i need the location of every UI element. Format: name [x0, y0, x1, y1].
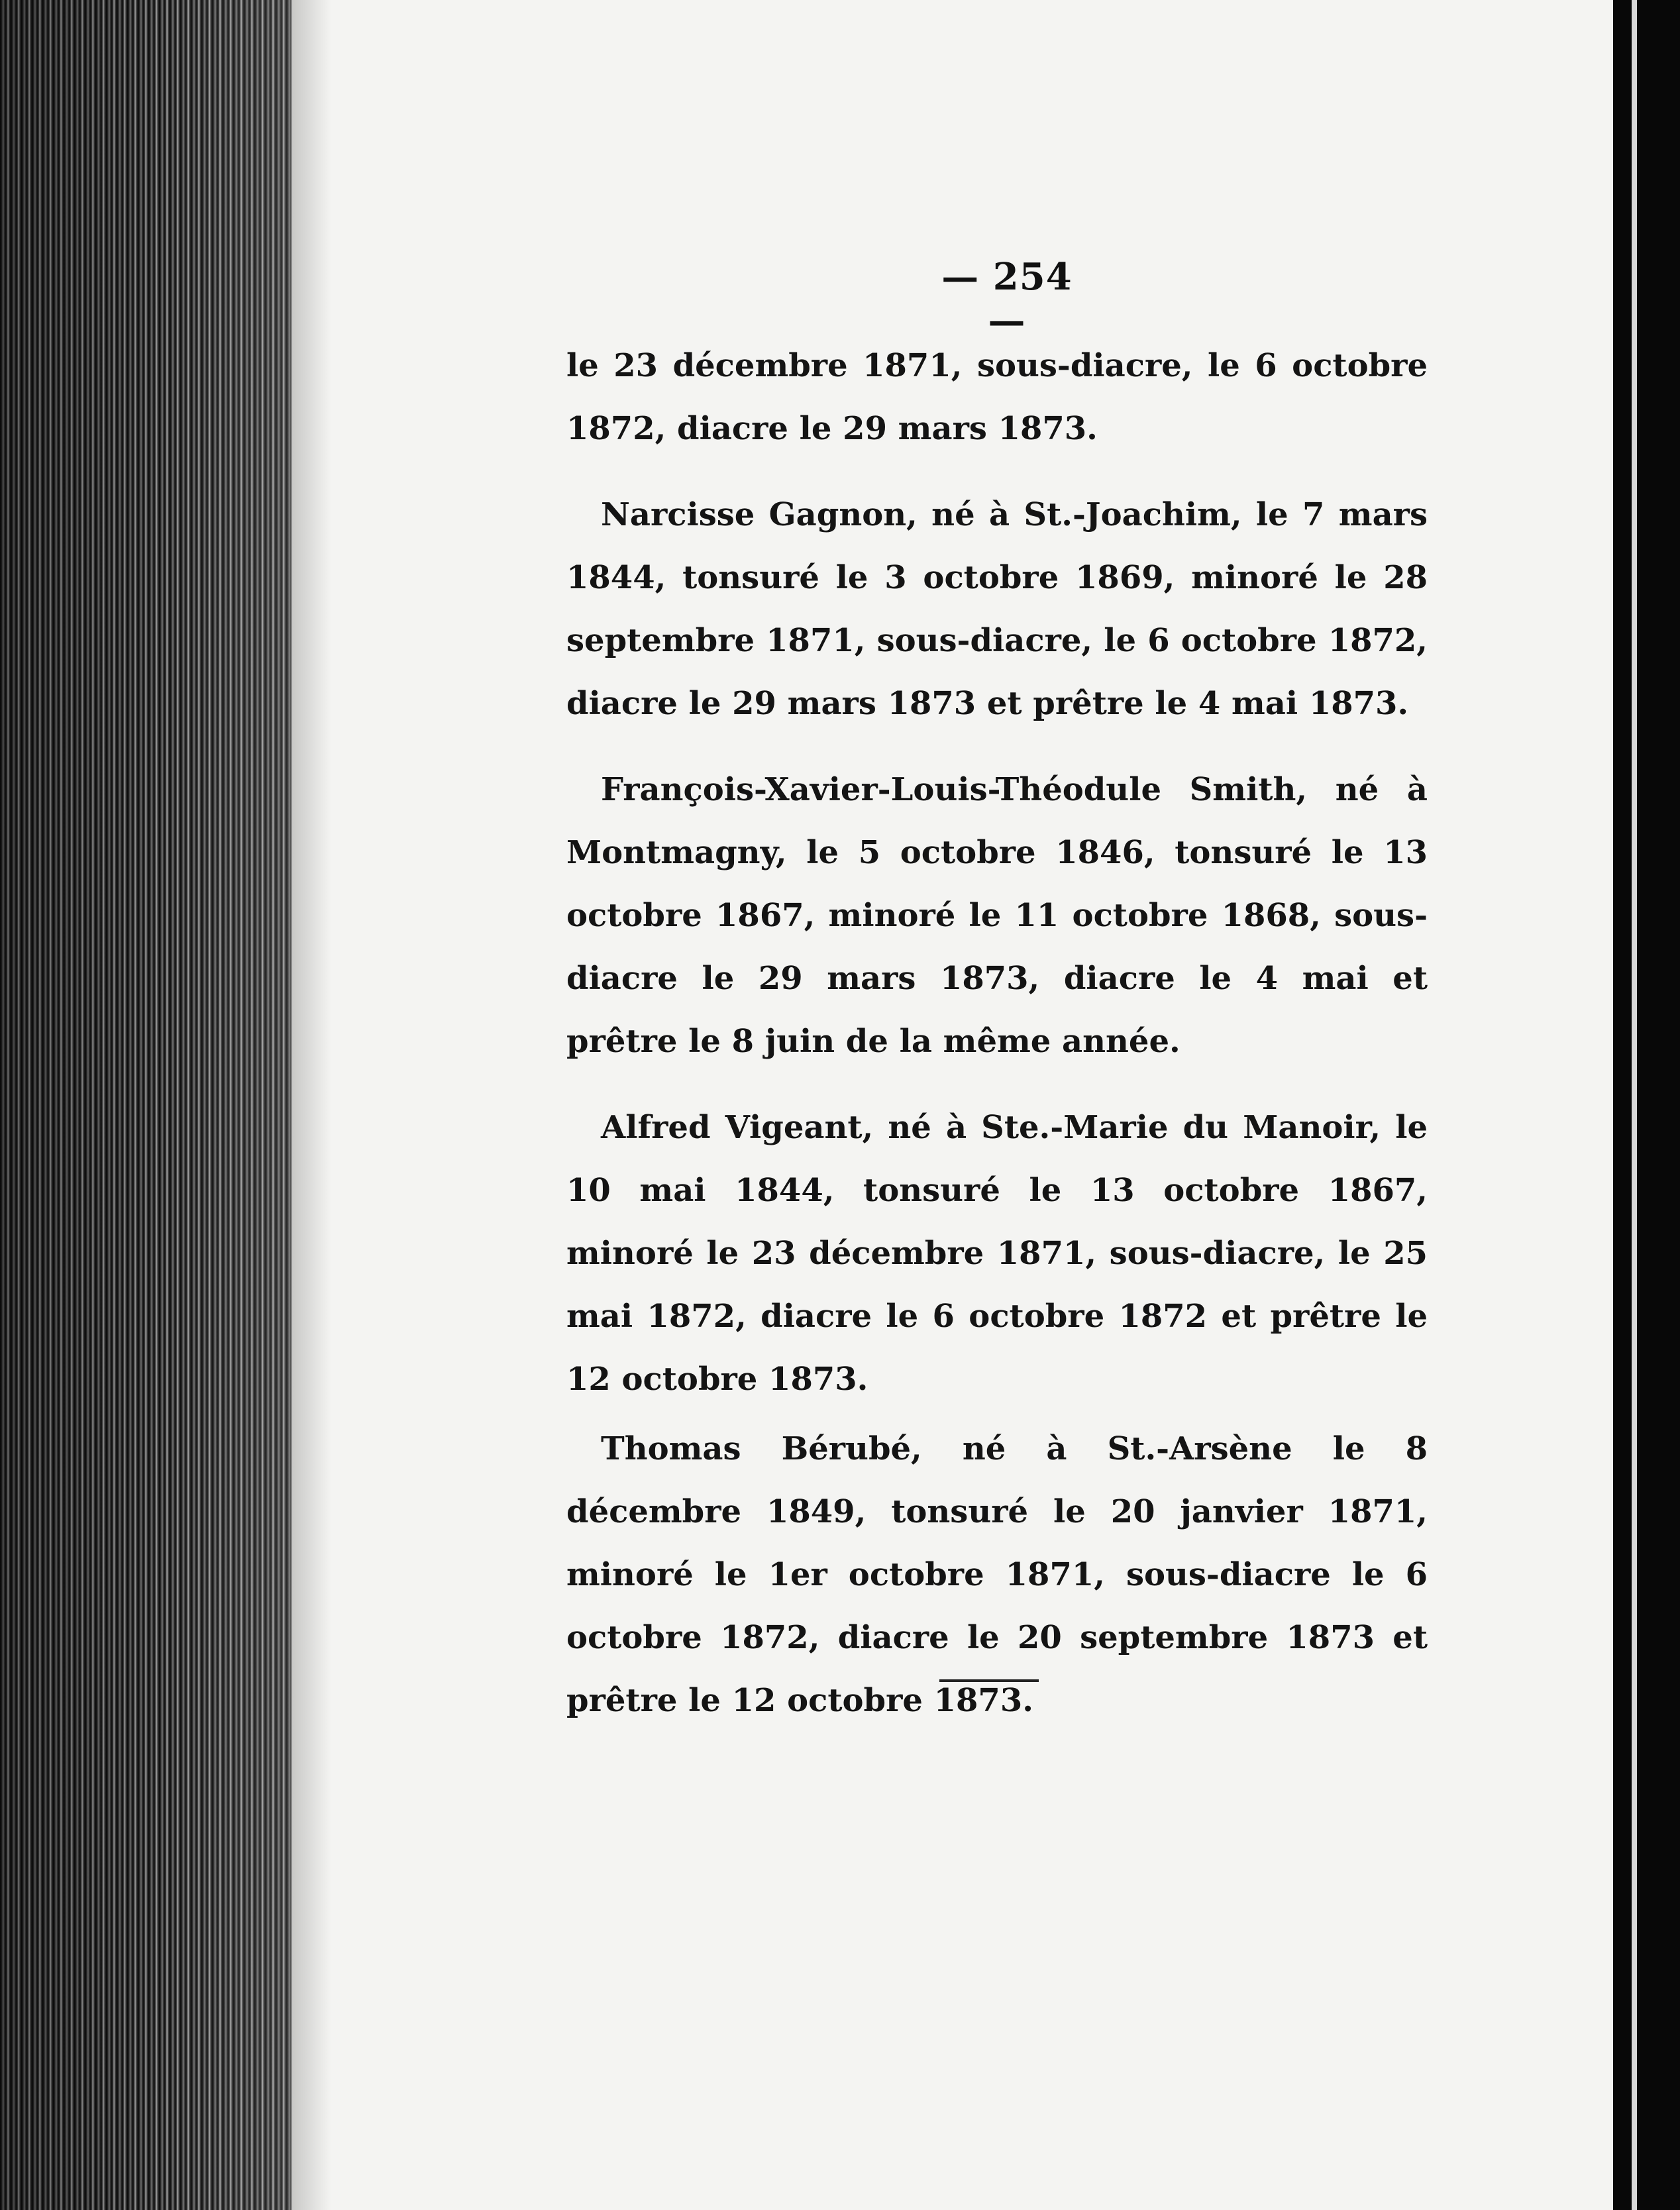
body-text: [566, 335, 1428, 1732]
paragraph-vigeant: Alfred Vigeant, né à Ste.-Marie du Manoir, le 10 mai 1844, tonsuré le 13 octobre 1867, minoré le 23 décembre 1871, sous-diacre, le 25 mai 1872, diacre le 6 octobre 1872 et prêtre le 12 octobre 1873.: [566, 1109, 1428, 1398]
page-number: — 254 —: [941, 255, 1073, 342]
paragraph-continuation: le 23 décembre 1871, sous-diacre, le 6 octobre 1872, diacre le 29 mars 1873.: [566, 347, 1428, 447]
paragraph-gagnon: Narcisse Gagnon, né à St.-Joachim, le 7 mars 1844, tonsuré le 3 octobre 1869, minoré le 28 septembre 1871, sous-diacre, le 6 octobre 1872, diacre le 29 mars 1873 et prêtre le 4 mai 1873.: [566, 496, 1428, 722]
paragraph-berube: Thomas Bérubé, né à St.-Arsène le 8 décembre 1849, tonsuré le 20 janvier 1871, minoré le 1er octobre 1871, sous-diacre le 6 octobre 1872, diacre le 20 septembre 1873 et prêtre le 12 octobre 1873.: [566, 1430, 1428, 1719]
next-page-sliver: [1632, 0, 1637, 2210]
book-page-edges: [0, 0, 291, 2210]
paragraph-smith: François-Xavier-Louis-Théodule Smith, né à Montmagny, le 5 octobre 1846, tonsuré le 13 octobre 1867, minoré le 11 octobre 1868, sous-diacre le 29 mars 1873, diacre le 4 mai et prêtre le 8 juin de la même année.: [566, 771, 1428, 1060]
section-divider-rule: [939, 1679, 1039, 1682]
right-scan-edge: [1613, 0, 1680, 2210]
